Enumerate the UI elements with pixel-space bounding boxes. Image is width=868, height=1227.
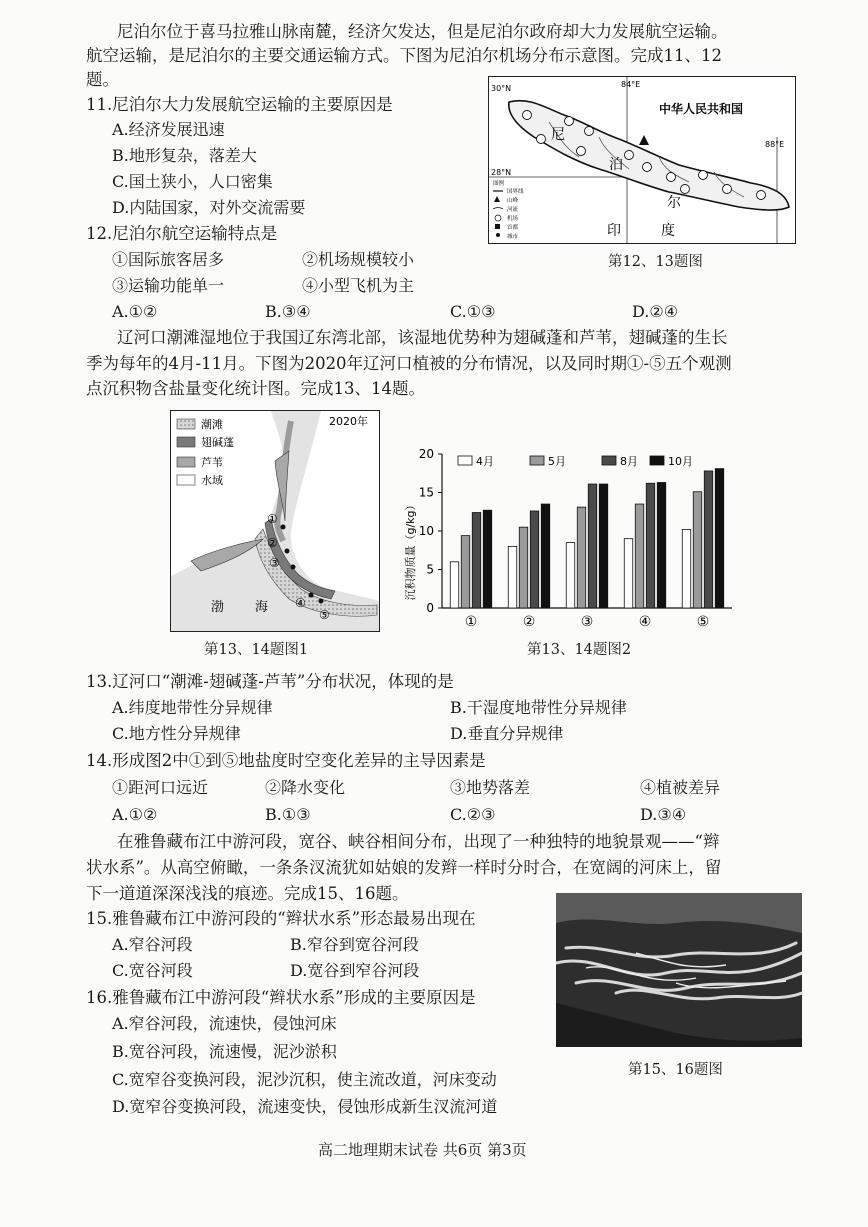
photo-caption: 第15、16题图: [628, 1062, 723, 1078]
question-14-option-b: B.①③: [265, 805, 311, 824]
fig1-point-4: ④: [295, 596, 306, 610]
nepal-char-3: 尔: [667, 195, 681, 211]
bar-5-4月: [682, 529, 691, 608]
bar-1-4月: [450, 562, 459, 608]
x-tick-label: ⑤: [696, 614, 710, 630]
liaohe-map-drawing: [171, 411, 379, 631]
bar-2-10月: [541, 504, 550, 608]
china-label: 中华人民共和国: [659, 102, 744, 116]
bar-5-5月: [693, 492, 702, 608]
x-tick-label: ①: [464, 614, 478, 630]
nepal-map-drawing: [489, 77, 795, 243]
question-16-option-d: D.宽窄谷变换河段，流速变快，侵蚀形成新生汊流河道: [112, 1097, 498, 1116]
lon-84-label: 84°E: [621, 80, 641, 89]
fig2-caption: 第13、14题图2: [527, 642, 632, 658]
x-tick-label: ③: [580, 614, 594, 630]
intro-paragraph-1-line-3: 题。: [86, 70, 119, 89]
question-12-item-2: ②机场规模较小: [302, 250, 415, 269]
legend-swatch-10月: [650, 456, 664, 465]
bar-1-10月: [483, 510, 492, 608]
question-13-option-b: B.干湿度地带性分异规律: [450, 698, 627, 717]
nepal-char-2: 泊: [609, 157, 623, 173]
bar-3-10月: [599, 484, 608, 608]
intro-paragraph-3-line-3: 下一道道深深浅浅的痕迹。完成15、16题。: [86, 884, 409, 903]
salinity-bar-chart: [396, 410, 746, 630]
india-char-2: 度: [661, 223, 675, 239]
question-15-option-d: D.宽谷到窄谷河段: [290, 961, 420, 980]
map-legend-capital: 首都: [507, 225, 519, 231]
fig1-caption: 第13、14题图1: [204, 642, 309, 658]
bar-2-4月: [508, 546, 517, 608]
question-16-option-a: A.窄谷河段，流速快，侵蚀河床: [112, 1014, 337, 1033]
question-14-item-2: ②降水变化: [265, 778, 346, 797]
intro-paragraph-3-line-1: 在雅鲁藏布江中游河段，宽谷、峡谷相间分布，出现了一种独特的地貌景观——“辫: [117, 832, 720, 851]
fig1-legend-reed: 芦苇: [201, 456, 223, 469]
fig1-legend-water: 水域: [201, 474, 223, 487]
braided-river-drawing: [556, 893, 802, 1047]
question-14-stem: 14.形成图2中①到⑤地盐度时空变化差异的主导因素是: [86, 751, 486, 770]
question-15-stem: 15.雅鲁藏布江中游河段的“辫状水系”形态最易出现在: [86, 909, 476, 928]
bar-4-4月: [624, 539, 633, 608]
fig1-point-1: ①: [267, 512, 278, 526]
bar-4-8月: [646, 483, 655, 608]
bar-1-5月: [461, 536, 470, 608]
bar-3-4月: [566, 543, 575, 608]
map-legend-city: 城市: [507, 234, 519, 240]
question-14-item-1: ①距河口远近: [112, 778, 209, 797]
question-12-item-1: ①国际旅客居多: [112, 250, 225, 269]
legend-swatch-8月: [602, 456, 616, 465]
nepal-airport-map: [488, 76, 796, 244]
question-12-option-a: A.①②: [112, 302, 158, 321]
liaohe-vegetation-map: [170, 410, 380, 632]
question-11-option-b: B.地形复杂，落差大: [112, 146, 257, 165]
chart-bars: [450, 469, 724, 608]
lat-28-label: 28°N: [491, 168, 512, 177]
legend-label-10月: 10月: [668, 455, 693, 468]
question-13-option-a: A.纬度地带性分异规律: [112, 698, 273, 717]
question-13-option-c: C.地方性分异规律: [112, 724, 241, 743]
question-14-option-d: D.③④: [640, 805, 687, 824]
question-12-item-4: ④小型飞机为主: [302, 276, 415, 295]
question-15-option-c: C.宽谷河段: [112, 961, 193, 980]
question-16-option-c: C.宽窄谷变换河段，泥沙沉积，使主流改道，河床变动: [112, 1070, 497, 1089]
india-char-1: 印: [607, 223, 621, 239]
question-12-option-b: B.③④: [265, 302, 311, 321]
map-legend-border: 国界线: [507, 189, 524, 195]
page-footer: 高二地理期末试卷 共6页 第3页: [318, 1141, 527, 1159]
question-12-stem: 12.尼泊尔航空运输特点是: [86, 224, 278, 243]
x-tick-label: ②: [522, 614, 536, 630]
bar-5-10月: [715, 469, 724, 608]
intro-paragraph-3-line-2: 状水系”。从高空俯瞰，一条条汊流犹如姑娘的发辫一样时分时合，在宽阔的河床上，留: [86, 858, 722, 877]
question-14-item-4: ④植被差异: [640, 778, 721, 797]
map-legend-title: 图例: [493, 181, 505, 187]
x-tick-label: ④: [638, 614, 652, 630]
fig1-legend-tidal-flat: 潮滩: [201, 418, 223, 431]
intro-paragraph-2-line-2: 季为每年的4月-11月。下图为2020年辽河口植被的分布情况，以及同时期①-⑤五个观测: [86, 354, 732, 373]
question-11-option-d: D.内陆国家，对外交流需要: [112, 198, 306, 217]
fig1-point-2: ②: [267, 536, 278, 550]
nepal-char-1: 尼: [551, 127, 565, 143]
intro-paragraph-2-line-1: 辽河口潮滩湿地位于我国辽东湾北部，该湿地优势种为翅碱蓬和芦苇，翅碱蓬的生长: [117, 328, 728, 347]
bar-5-8月: [704, 471, 713, 608]
question-11-option-a: A.经济发展迅速: [112, 120, 225, 139]
bar-2-8月: [530, 511, 539, 608]
legend-swatch-4月: [458, 456, 472, 465]
question-11-stem: 11.尼泊尔大力发展航空运输的主要原因是: [86, 95, 393, 114]
bar-4-5月: [635, 504, 644, 608]
question-11-option-c: C.国土狭小，人口密集: [112, 172, 273, 191]
fig1-legend-suaeda: 翅碱蓬: [201, 436, 234, 449]
y-tick-label: 5: [426, 562, 434, 577]
question-12-item-3: ③运输功能单一: [112, 276, 225, 295]
bar-4-10月: [657, 482, 666, 608]
bar-1-8月: [472, 513, 481, 608]
bar-2-5月: [519, 527, 528, 608]
fig1-year-label: 2020年: [329, 415, 368, 428]
question-14-item-3: ③地势落差: [450, 778, 531, 797]
question-13-option-d: D.垂直分异规律: [450, 724, 564, 743]
lat-30-label: 30°N: [491, 84, 512, 93]
y-tick-label: 15: [418, 485, 434, 500]
question-15-option-a: A.窄谷河段: [112, 935, 193, 954]
question-12-option-c: C.①③: [450, 302, 496, 321]
legend-label-4月: 4月: [476, 455, 494, 468]
question-14-option-c: C.②③: [450, 805, 496, 824]
map-legend-river: 河流: [507, 207, 519, 213]
bohai-sea-char-1: 渤: [211, 600, 225, 615]
question-15-option-b: B.窄谷到宽谷河段: [290, 935, 419, 954]
bohai-sea-char-2: 海: [255, 600, 269, 615]
intro-paragraph-1-line-2: 航空运输，是尼泊尔的主要交通运输方式。下图为尼泊尔机场分布示意图。完成11、12: [86, 46, 722, 65]
braided-river-photo: [556, 893, 802, 1047]
map-legend-peak: 山峰: [507, 198, 519, 204]
y-tick-label: 20: [418, 447, 434, 461]
fig1-point-3: ③: [269, 556, 280, 570]
bar-3-8月: [588, 484, 597, 608]
legend-label-5月: 5月: [548, 455, 566, 468]
question-13-stem: 13.辽河口“潮滩-翅碱蓬-芦苇”分布状况，体现的是: [86, 672, 454, 691]
y-tick-label: 10: [418, 524, 434, 538]
chart-legend: [458, 455, 693, 468]
fig1-point-5: ⑤: [319, 608, 330, 622]
intro-paragraph-2-line-3: 点沉积物含盐量变化统计图。完成13、14题。: [86, 379, 425, 398]
legend-label-8月: 8月: [620, 455, 638, 468]
intro-paragraph-1-line-1: 尼泊尔位于喜马拉雅山脉南麓，经济欠发达，但是尼泊尔政府却大力发展航空运输。: [117, 22, 728, 41]
question-14-option-a: A.①②: [112, 805, 158, 824]
map-legend-airport: 机场: [507, 216, 519, 222]
question-16-option-b: B.宽谷河段，流速慢，泥沙淤积: [112, 1042, 337, 1061]
nepal-map-caption: 第12、13题图: [608, 254, 703, 270]
question-12-option-d: D.②④: [632, 302, 679, 321]
y-tick-label: 0: [426, 601, 434, 615]
question-16-stem: 16.雅鲁藏布江中游河段“辫状水系”形成的主要原因是: [86, 988, 476, 1007]
chart-y-axis-label: 沉积物质量（g/kg）: [404, 499, 417, 601]
lon-88-label: 88°E: [765, 140, 785, 149]
bar-3-5月: [577, 507, 586, 608]
legend-swatch-5月: [530, 456, 544, 465]
